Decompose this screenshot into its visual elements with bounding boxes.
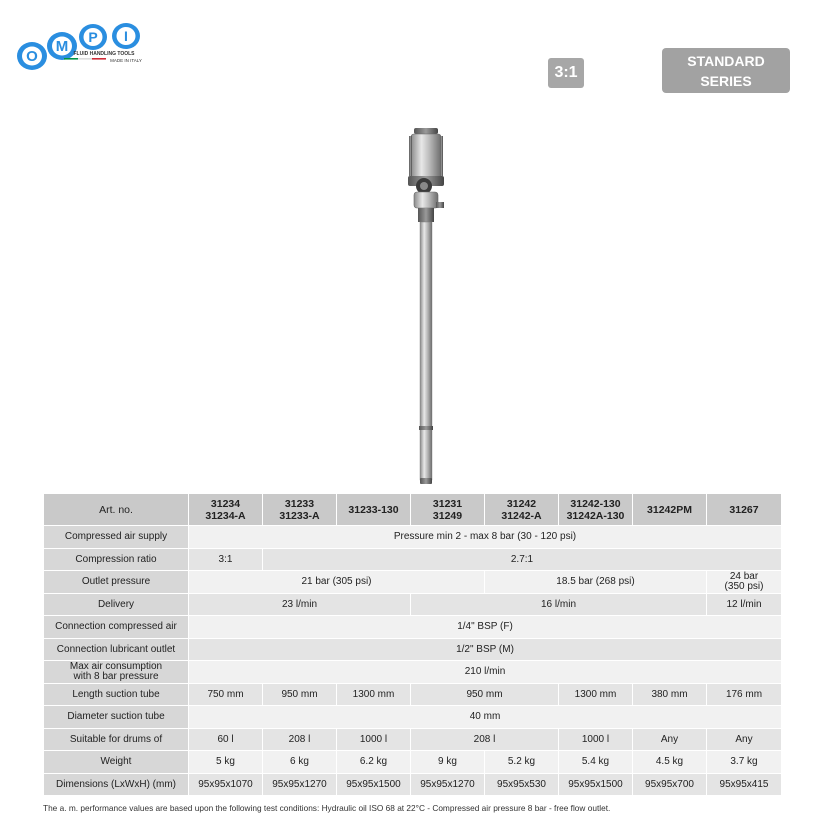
header-row xyxy=(44,494,782,526)
table-cell: 950 mm xyxy=(411,683,559,706)
logo-letter-i: I xyxy=(124,28,128,44)
row-label: Compressed air supply xyxy=(44,526,189,549)
header-model-8: 31267 xyxy=(707,494,782,526)
logo-tagline: FLUID HANDLING TOOLS xyxy=(73,51,135,57)
table-cell: 5.4 kg xyxy=(559,751,633,774)
table-cell: 1/4" BSP (F) xyxy=(189,616,782,639)
table-cell: 3:1 xyxy=(189,548,263,571)
table-cell: 12 l/min xyxy=(707,593,782,616)
header-label: Art. no. xyxy=(44,494,189,526)
table-cell: 6.2 kg xyxy=(337,751,411,774)
logo-made-in: MADE IN ITALY xyxy=(110,58,142,63)
table-cell: 95x95x1070 xyxy=(189,773,263,796)
table-cell: 176 mm xyxy=(707,683,782,706)
series-badge-line2: SERIES xyxy=(700,72,752,89)
table-cell: 60 l xyxy=(189,728,263,751)
table-cell: 2.7:1 xyxy=(263,548,782,571)
table-cell: 750 mm xyxy=(189,683,263,706)
logo-letter-p: P xyxy=(88,29,98,45)
row-label: Diameter suction tube xyxy=(44,706,189,729)
table-cell: 95x95x530 xyxy=(485,773,559,796)
table-row xyxy=(44,773,782,796)
logo-letter-o: O xyxy=(26,48,38,65)
table-cell: 95x95x1270 xyxy=(411,773,485,796)
row-label: Length suction tube xyxy=(44,683,189,706)
table-row xyxy=(44,616,782,639)
table-cell: 18.5 bar (268 psi) xyxy=(485,571,707,594)
table-row xyxy=(44,593,782,616)
table-cell: 1300 mm xyxy=(337,683,411,706)
table-cell: 95x95x1500 xyxy=(559,773,633,796)
header-model-2: 31233 31233-A xyxy=(263,494,337,526)
header-model-5: 31242 31242-A xyxy=(485,494,559,526)
row-label: Dimensions (LxWxH) (mm) xyxy=(44,773,189,796)
logo-letter-m: M xyxy=(55,38,69,55)
table-cell: 40 mm xyxy=(189,706,782,729)
table-cell: 23 l/min xyxy=(189,593,411,616)
header-model-7: 31242PM xyxy=(633,494,707,526)
header-model-1: 31234 31234-A xyxy=(189,494,263,526)
header-model-6: 31242-130 31242A-130 xyxy=(559,494,633,526)
row-label: Connection lubricant outlet xyxy=(44,638,189,661)
row-label: Connection compressed air xyxy=(44,616,189,639)
row-label: Weight xyxy=(44,751,189,774)
table-row xyxy=(44,638,782,661)
table-cell: 16 l/min xyxy=(411,593,707,616)
table-cell: 380 mm xyxy=(633,683,707,706)
table-cell: 9 kg xyxy=(411,751,485,774)
table-cell: Pressure min 2 - max 8 bar (30 - 120 psi) xyxy=(189,526,782,549)
row-label: Suitable for drums of xyxy=(44,728,189,751)
table-cell: 95x95x415 xyxy=(707,773,782,796)
table-cell: 95x95x1500 xyxy=(337,773,411,796)
table-cell: 5 kg xyxy=(189,751,263,774)
footnote: The a. m. performance values are based upon the following test conditions: Hydraulic oil ISO 68 at 22°C - Compressed air pressure 8 bar - free flow outlet. xyxy=(43,803,611,813)
table-row xyxy=(44,683,782,706)
header-model-4: 31231 31249 xyxy=(411,494,485,526)
table-cell: Any xyxy=(707,728,782,751)
table-cell: 208 l xyxy=(263,728,337,751)
table-row xyxy=(44,661,782,684)
table-row xyxy=(44,526,782,549)
row-label: Delivery xyxy=(44,593,189,616)
spec-table xyxy=(43,493,782,796)
ratio-badge: 3:1 xyxy=(548,58,584,88)
series-badge xyxy=(662,48,790,93)
table-cell: 21 bar (305 psi) xyxy=(189,571,485,594)
series-badge-line1: STANDARD xyxy=(687,52,765,69)
table-cell: 208 l xyxy=(411,728,559,751)
table-cell: 3.7 kg xyxy=(707,751,782,774)
table-cell: 4.5 kg xyxy=(633,751,707,774)
table-cell: 950 mm xyxy=(263,683,337,706)
header-model-3: 31233-130 xyxy=(337,494,411,526)
table-cell: 210 l/min xyxy=(189,661,782,684)
table-cell: Any xyxy=(633,728,707,751)
table-cell: 1/2" BSP (M) xyxy=(189,638,782,661)
table-row xyxy=(44,728,782,751)
pump-image xyxy=(396,126,456,486)
table-row xyxy=(44,548,782,571)
row-label: Compression ratio xyxy=(44,548,189,571)
table-row xyxy=(44,571,782,594)
table-cell: 1000 l xyxy=(559,728,633,751)
row-label: Max air consumption with 8 bar pressure xyxy=(44,661,189,684)
table-cell: 1000 l xyxy=(337,728,411,751)
table-row xyxy=(44,706,782,729)
table-cell: 95x95x1270 xyxy=(263,773,337,796)
table-row xyxy=(44,751,782,774)
table-cell: 24 bar (350 psi) xyxy=(707,571,782,594)
table-cell: 5.2 kg xyxy=(485,751,559,774)
ompi-logo xyxy=(14,22,150,78)
table-cell: 6 kg xyxy=(263,751,337,774)
table-cell: 95x95x700 xyxy=(633,773,707,796)
table-cell: 1300 mm xyxy=(559,683,633,706)
row-label: Outlet pressure xyxy=(44,571,189,594)
